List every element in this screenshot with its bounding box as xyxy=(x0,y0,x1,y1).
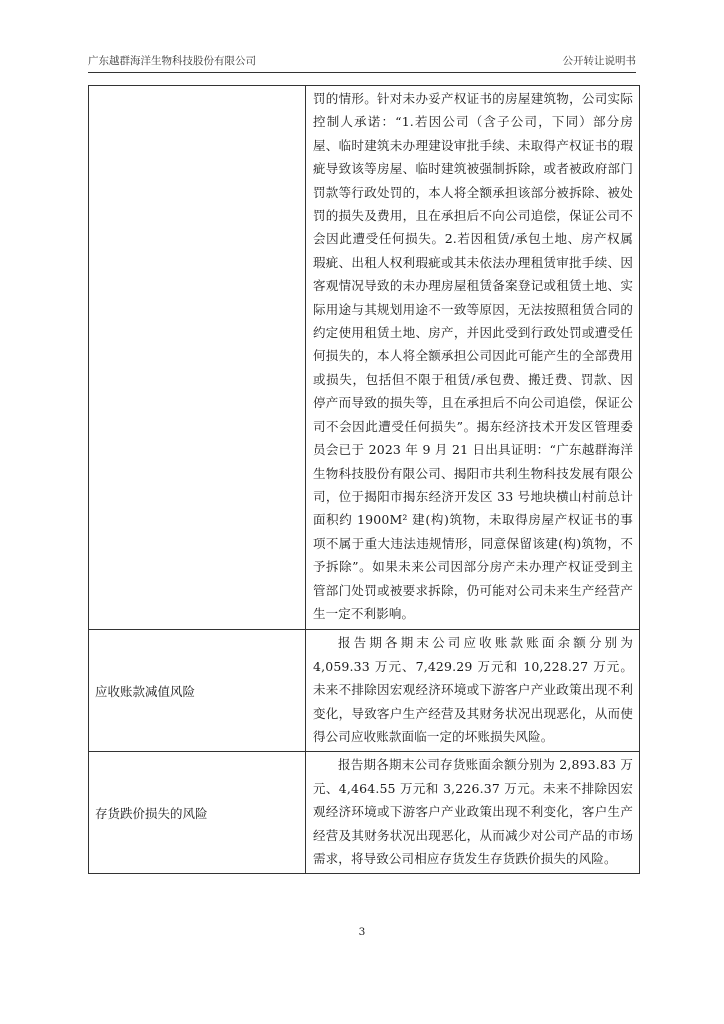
risk-name-cell: 应收账款减值风险 xyxy=(89,630,306,752)
risk-name-cell xyxy=(89,86,306,630)
risk-name-cell: 存货跌价损失的风险 xyxy=(89,752,306,874)
table-row xyxy=(89,630,640,752)
header-company-name: 广东越群海洋生物科技股份有限公司 xyxy=(88,55,256,67)
risk-description-cell xyxy=(306,752,640,874)
header-document-title: 公开转让说明书 xyxy=(562,55,636,67)
risk-description-text: 报告期各期末公司应收账款账面余额分别为 4,059.33 万元、7,429.29 万元和 10,228.27 万元。未来不排除因宏观经济环境或下游客户产业政策出现不利变化，导致客户生产经营及其财务状况出现恶化，从而使得公司应收账款面临一定的坏账损失风险。 xyxy=(313,635,633,744)
table-row xyxy=(89,86,640,630)
risk-description-cell xyxy=(306,86,640,630)
page-header xyxy=(88,50,636,73)
risk-description-text: 报告期各期末公司存货账面余额分别为 2,893.83 万元、4,464.55 万元和 3,226.37 万元。未来不排除因宏观经济环境或下游客户产业政策出现不利变化，客户生产经营及其财务状况出现恶化，从而减少对公司产品的市场需求，将导致公司相应存货发生存货跌价损失的风险。 xyxy=(313,757,633,866)
risk-table xyxy=(88,85,640,874)
page-number: 3 xyxy=(358,926,366,938)
risk-description-cell xyxy=(306,630,640,752)
table-row xyxy=(89,752,640,874)
risk-description-text: 罚的情形。针对未办妥产权证书的房屋建筑物，公司实际控制人承诺：“1.若因公司（含子公司，下同）部分房屋、临时建筑未办理建设审批手续、未取得产权证书的瑕疵导致该等房屋、临时建筑被强制拆除，或者被政府部门罚款等行政处罚的，本人将全额承担该部分被拆除、被处罚的损失及费用，且在承担后不向公司追偿，保证公司不会因此遭受任何损失。2.若因租赁/承包土地、房产权属瑕疵、出租人权利瑕疵或其未依法办理租赁审批手续、因客观情况导致的未办理房屋租赁备案登记或租赁土地、实际用途与其规划用途不一致等原因，无法按照租赁合同的约定使用租赁土地、房产，并因此受到行政处罚或遭受任何损失的，本人将全额承担公司因此可能产生的全部费用或损失，包括但不限于租赁/承包费、搬迁费、罚款、因停产而导致的损失等，且在承担后不向公司追偿，保证公司不会因此遭受任何损失”。揭东经济技术开发区管理委员会已于 2023 年 9 月 21 日出具证明：“广东越群海洋生物科技股份有限公司、揭阳市共利生物科技发展有限公司，位于揭阳市揭东经济开发区 33 号地块横山村前总计面积约 1900M² 建(构)筑物，未取得房屋产权证书的事项不属于重大违法违规情形，同意保留该建(构)筑物，不予拆除”。如果未来公司因部分房产未办理产权证受到主管部门处罚或被要求拆除，仍可能对公司未来生产经营产生一定不利影响。 xyxy=(313,91,633,621)
